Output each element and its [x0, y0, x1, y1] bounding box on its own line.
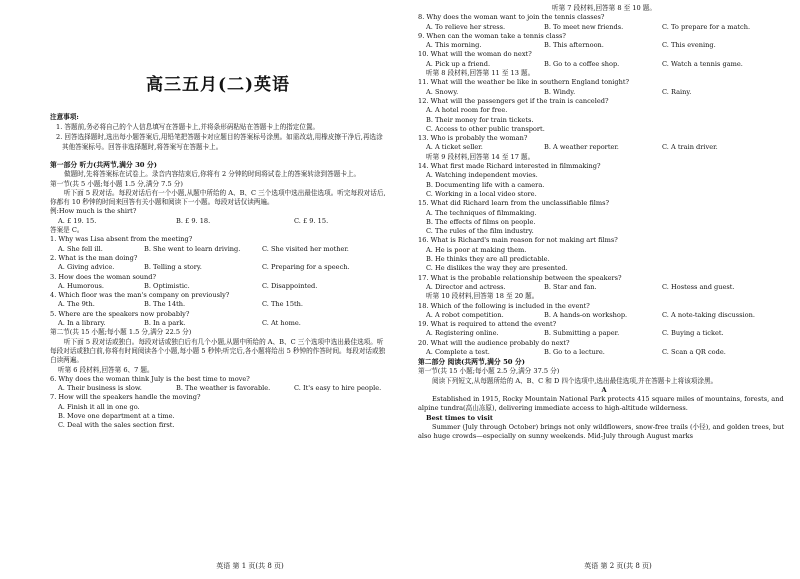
question-16-option-a: A. He is poor at making them.: [426, 245, 527, 254]
option-c: C. It's easy to hire people.: [294, 384, 382, 393]
example-options: [50, 217, 386, 226]
option-a: A. Their business is slow.: [58, 384, 142, 393]
option-a: A. To relieve her stress.: [426, 22, 506, 31]
passage-paragraph-2: Summer (July through October) brings not only wildflowers, snow-free trails (小径), and golden trees, but also huge crowds—especially on sunny weekends. Mid-July through August marks: [418, 423, 785, 441]
option-a: A. In a library.: [58, 319, 106, 328]
option-c: C. A train driver.: [662, 143, 718, 152]
question-16-option-c: C. He dislikes the way they are presented.: [426, 264, 568, 273]
option-a: A. She fell ill.: [58, 244, 103, 253]
option-b: B. Go to a coffee shop.: [544, 59, 620, 68]
question-7-option-b: B. Move one department at a time.: [58, 412, 175, 421]
section2-intro: 听下面 5 段对话或独白。每段对话或独白后有几个小题,从题中所给的 A、B、C 三个选项中选出最佳选项。听每段对话或独白前,你将有时间阅读各个小题,每小题 5 秒钟;听完后,各小题将给出 5 秒钟的作答时间。每段对话或独白读两遍。: [50, 337, 386, 365]
option-b: B. This afternoon.: [544, 41, 604, 50]
material-9-label: 听第 9 段材料,回答第 14 至 17 题。: [426, 152, 535, 161]
option-b: B. A hands-on workshop.: [544, 310, 628, 319]
option-a: A. Humorous.: [58, 281, 105, 290]
option-a: A. Director and actress.: [426, 282, 506, 291]
question-7-option-c: C. Deal with the sales section first.: [58, 421, 175, 430]
question-19-options: [418, 329, 790, 338]
option-b: B. The weather is favorable.: [176, 384, 271, 393]
option-c: C. This evening.: [662, 41, 716, 50]
example-answer: 答案是 C。: [50, 226, 84, 235]
option-a: A. This morning.: [426, 41, 482, 50]
question-5: 5. Where are the speakers now probably?: [50, 309, 190, 318]
option-c: C. Disappointed.: [262, 281, 318, 290]
material-10-label: 听第 10 段材料,回答第 18 至 20 题。: [426, 292, 539, 301]
question-12: 12. What will the passengers get if the train is canceled?: [418, 96, 609, 105]
question-7-option-a: A. Finish it all in one go.: [58, 402, 140, 411]
option-c: C. A note-taking discussion.: [662, 310, 755, 319]
question-1-options: [50, 245, 386, 254]
question-14-option-b: B. Documenting life with a camera.: [426, 180, 545, 189]
option-b: B. £ 9. 18.: [176, 216, 211, 225]
question-12-option-a: A. A hotel room for free.: [426, 106, 508, 115]
question-1: 1. Why was Lisa absent from the meeting?: [50, 235, 193, 244]
question-10: 10. What will the woman do next?: [418, 50, 532, 59]
option-b: B. The 14th.: [144, 300, 186, 309]
option-a: A. Complete a test.: [426, 347, 490, 356]
option-a: A. Snowy.: [426, 87, 459, 96]
part1-title: 第一部分 听力(共两节,满分 30 分): [50, 161, 157, 170]
question-8: 8. Why does the woman want to join the tennis classes?: [418, 13, 605, 22]
question-3-options: [50, 282, 386, 291]
question-13: 13. Who is probably the woman?: [418, 134, 528, 143]
part2-section1-title: 第一节(共 15 小题;每小题 2.5 分,满分 37.5 分): [418, 367, 560, 376]
question-5-options: [50, 319, 386, 328]
option-c: C. Buying a ticket.: [662, 329, 724, 338]
passage-paragraph-1: Established in 1915, Rocky Mountain National Park protects 415 square miles of mountains, forests, and alpine tundra(高山冻原), delivering immediate access to high-altitude wilderness.: [418, 395, 784, 413]
question-4-options: [50, 300, 386, 309]
question-3: 3. How does the woman sound?: [50, 272, 157, 281]
option-c: C. £ 9. 15.: [294, 216, 329, 225]
question-9-options: [418, 41, 790, 50]
option-c: C. The 15th.: [262, 300, 304, 309]
option-b: B. In a park.: [144, 319, 186, 328]
notice-label: 注意事项:: [50, 113, 79, 121]
material-8-label: 听第 8 段材料,回答第 11 至 13 题。: [426, 69, 535, 78]
question-20: 20. What will the audience probably do next?: [418, 338, 570, 347]
question-18-options: [418, 311, 790, 320]
question-15-option-c: C. The rules of the film industry.: [426, 227, 534, 236]
question-13-options: [418, 143, 790, 152]
notice-item-1: 1. 答题前,务必将自己的个人信息填写在答题卡上,并将条形码粘贴在答题卡上的指定位置。: [56, 123, 320, 132]
question-15: 15. What did Richard learn from the unclassifiable films?: [418, 199, 610, 208]
question-11: 11. What will the weather be like in southern England tonight?: [418, 78, 630, 87]
question-11-options: [418, 88, 790, 97]
question-6-options: [50, 384, 386, 393]
option-b: B. Windy.: [544, 87, 576, 96]
section1-title: 第一节(共 5 小题;每小题 1.5 分,满分 7.5 分): [50, 179, 183, 188]
example-question: 例:How much is the shirt?: [50, 207, 137, 216]
material-7-label: 听第 7 段材料,回答第 8 至 10 题。: [552, 4, 656, 12]
option-c: C. At home.: [262, 319, 301, 328]
section1-intro: 听下面 5 段对话。每段对话后有一个小题,从题中所给的 A、B、C 三个选项中选出最佳选项。听完每段对话后,你都有 10 秒钟的时间来回答有关小题和阅读下一小题。每段对话仅读两遍。: [50, 188, 386, 207]
question-10-options: [418, 60, 790, 69]
option-a: A. Giving advice.: [58, 263, 115, 272]
exam-title: 高三五月(二)英语: [145, 75, 291, 95]
option-a: A. A robot competition.: [426, 310, 504, 319]
page-footer-left: 英语 第 1 页(共 8 页): [216, 562, 284, 570]
question-15-option-a: A. The techniques of filmmaking.: [426, 208, 537, 217]
option-c: C. To prepare for a match.: [662, 22, 751, 31]
option-a: A. A ticket seller.: [426, 143, 483, 152]
part1-intro: 做题时,先将答案标在试卷上。录音内容结束后,你将有 2 分钟的时间将试卷上的答案转涂到答题卡上。: [64, 170, 361, 179]
option-b: B. Telling a story.: [144, 263, 202, 272]
option-b: B. Submitting a paper.: [544, 329, 620, 338]
question-8-options: [418, 23, 790, 32]
option-c: C. Preparing for a speech.: [262, 263, 350, 272]
passage-label: A: [601, 385, 607, 394]
question-2-options: [50, 263, 386, 272]
question-2: 2. What is the man doing?: [50, 253, 138, 262]
page-footer-right: 英语 第 2 页(共 8 页): [584, 562, 652, 570]
question-12-option-b: B. Their money for train tickets.: [426, 115, 534, 124]
option-b: B. She went to learn driving.: [144, 244, 241, 253]
question-9: 9. When can the woman take a tennis class?: [418, 31, 566, 40]
option-b: B. Optimistic.: [144, 281, 190, 290]
option-a: A. £ 19. 15.: [58, 216, 97, 225]
question-7: 7. How will the speakers handle the moving?: [50, 393, 201, 402]
right-page: [400, 0, 800, 579]
notice-item-2: 2. 回答选择题时,选出每小题答案后,用铅笔把答题卡对应题目的答案标号涂黑。如需改动,用橡皮擦干净后,再选涂其他答案标号。回答非选择题时,将答案写在答题卡上。: [56, 133, 383, 152]
option-c: C. Watch a tennis game.: [662, 59, 743, 68]
option-b: B. To meet new friends.: [544, 22, 624, 31]
question-15-option-b: B. The effects of films on people.: [426, 217, 536, 226]
question-17-options: [418, 283, 790, 292]
question-16-option-b: B. He thinks they are all predictable.: [426, 255, 550, 264]
question-12-option-c: C. Access to other public transport.: [426, 124, 545, 133]
option-c: C. Rainy.: [662, 87, 692, 96]
question-18: 18. Which of the following is included in the event?: [418, 301, 590, 310]
option-c: C. Scan a QR code.: [662, 347, 726, 356]
question-6: 6. Why does the woman think July is the best time to move?: [50, 374, 250, 383]
option-b: B. Go to a lecture.: [544, 347, 605, 356]
option-b: B. A weather reporter.: [544, 143, 619, 152]
part2-intro: 阅读下列短文,从每题所给的 A、B、C 和 D 四个选项中,选出最佳选项,并在答题卡上将该项涂黑。: [432, 376, 718, 385]
material-6-label: 听第 6 段材料,回答第 6、7 题。: [58, 365, 154, 374]
option-c: C. She visited her mother.: [262, 244, 349, 253]
option-a: A. Pick up a friend.: [426, 59, 491, 68]
question-14: 14. What first made Richard interested in filmmaking?: [418, 162, 601, 171]
passage-heading: Best times to visit: [426, 413, 493, 422]
question-14-option-a: A. Watching independent movies.: [426, 171, 538, 180]
question-17: 17. What is the probable relationship between the speakers?: [418, 273, 622, 282]
question-19: 19. What is required to attend the event?: [418, 320, 557, 329]
question-14-option-c: C. Working in a local video store.: [426, 189, 537, 198]
option-a: A. The 9th.: [58, 300, 95, 309]
section2-title: 第二节(共 15 小题;每小题 1.5 分,满分 22.5 分): [50, 328, 192, 337]
question-20-options: [418, 348, 790, 357]
part2-title: 第二部分 阅读(共两节,满分 50 分): [418, 358, 525, 367]
option-a: A. Registering online.: [426, 329, 499, 338]
question-16: 16. What is Richard's main reason for not making art films?: [418, 236, 618, 245]
option-c: C. Hostess and guest.: [662, 282, 735, 291]
option-b: B. Star and fan.: [544, 282, 597, 291]
question-4: 4. Which floor was the man's company on previously?: [50, 291, 230, 300]
